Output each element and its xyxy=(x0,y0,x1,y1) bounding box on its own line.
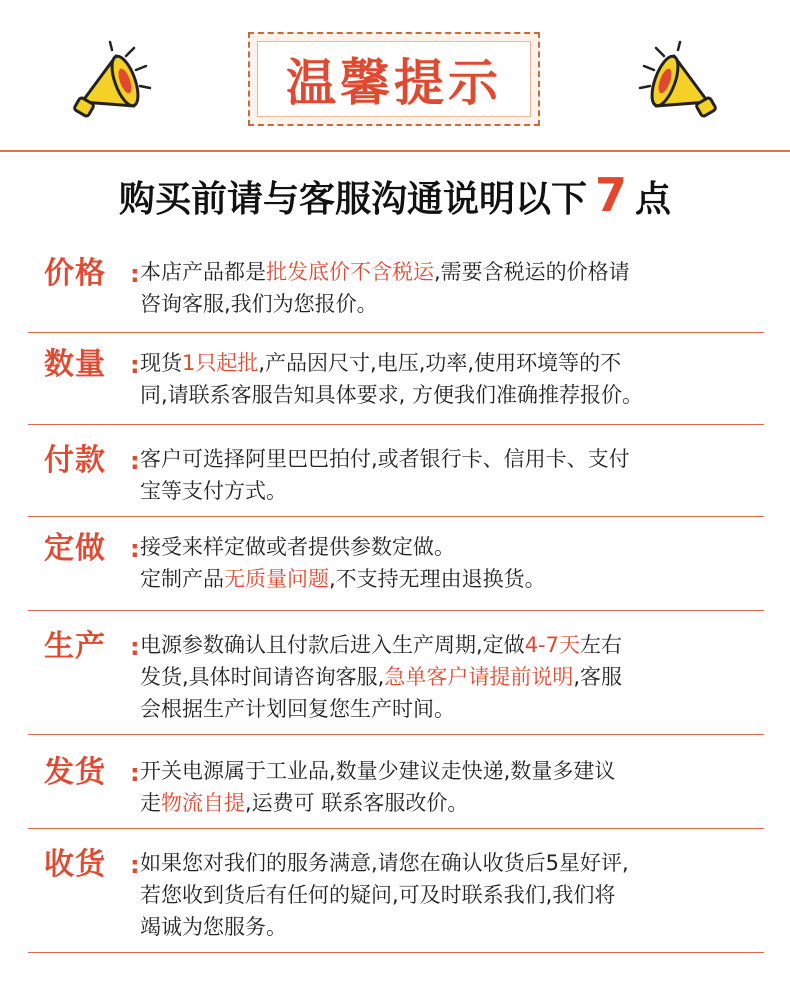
notice-text: 咨询客服,我们为您报价。 xyxy=(140,292,378,316)
notice-line xyxy=(140,379,764,411)
notice-row xyxy=(28,735,764,829)
notice-text: ,不支持无理由退换货。 xyxy=(329,567,546,591)
notice-description xyxy=(140,256,764,320)
notice-text: ,客服 xyxy=(573,665,623,689)
highlight-text: 1只起批 xyxy=(182,351,259,375)
notice-line xyxy=(140,563,764,595)
notice-text: 竭诚为您服务。 xyxy=(140,915,287,939)
notice-text: 定制产品 xyxy=(140,567,224,591)
header xyxy=(0,0,790,150)
notice-text: 走 xyxy=(140,791,161,815)
notice-text: 发货,具体时间请咨询客服, xyxy=(140,665,385,689)
notice-text: 宝等支付方式。 xyxy=(140,479,287,503)
notice-row xyxy=(28,829,764,953)
notice-label: 定做 xyxy=(44,531,106,566)
notice-text: 本店产品都是 xyxy=(140,260,266,284)
notice-line xyxy=(140,911,764,943)
notice-row xyxy=(28,238,764,333)
page-title: 温馨提示 xyxy=(257,41,531,117)
notice-line xyxy=(140,629,764,661)
notice-line xyxy=(140,475,764,507)
notice-line xyxy=(140,256,764,288)
notice-description xyxy=(140,755,764,819)
notice-text: ,运费可 联系客服改价。 xyxy=(245,791,469,815)
subtitle-text: 购买前请与客服沟通说明以下 xyxy=(118,179,587,220)
notice-colon: : xyxy=(130,260,140,288)
notice-label: 发货 xyxy=(44,755,106,790)
notice-line xyxy=(140,755,764,787)
notice-text: 开关电源属于工业品,数量少建议走快递,数量多建议 xyxy=(140,759,616,783)
highlight-text: 无质量问题 xyxy=(224,567,329,591)
highlight-text: 物流自提 xyxy=(161,791,245,815)
highlight-text: 批发底价不含税运 xyxy=(266,260,434,284)
notice-line xyxy=(140,847,764,879)
subtitle xyxy=(0,160,790,230)
notice-label: 数量 xyxy=(44,347,106,382)
highlight-text: 4-7天 xyxy=(524,633,580,657)
notice-label: 付款 xyxy=(44,443,106,478)
notice-text: 同,请联系客服告知具体要求, 方便我们准确推荐报价。 xyxy=(140,383,644,407)
notice-label: 价格 xyxy=(44,256,106,291)
notice-row xyxy=(28,333,764,425)
notice-line xyxy=(140,288,764,320)
notice-row xyxy=(28,517,764,611)
notice-description xyxy=(140,531,764,595)
notice-colon: : xyxy=(130,851,140,879)
notice-colon: : xyxy=(130,351,140,379)
header-divider xyxy=(0,150,790,152)
subtitle-number: 7 xyxy=(594,168,627,222)
notice-text: 如果您对我们的服务满意,请您在确认收货后5星好评, xyxy=(140,851,629,875)
notice-text: 电源参数确认且付款后进入生产周期,定做 xyxy=(140,633,525,657)
notice-description xyxy=(140,629,764,725)
notice-row xyxy=(28,611,764,735)
subtitle-suffix: 点 xyxy=(635,179,672,220)
notice-text: ,产品因尺寸,电压,功率,使用环境等的不 xyxy=(258,351,622,375)
notice-line xyxy=(140,347,764,379)
notice-colon: : xyxy=(130,759,140,787)
notice-list xyxy=(28,238,764,953)
notice-label: 收货 xyxy=(44,847,106,882)
notice-line xyxy=(140,879,764,911)
notice-line xyxy=(140,661,764,693)
notice-line xyxy=(140,787,764,819)
notice-text: 客户可选择阿里巴巴拍付,或者银行卡、信用卡、支付 xyxy=(140,447,630,471)
notice-text: 会根据生产计划回复您生产时间。 xyxy=(140,697,455,721)
notice-colon: : xyxy=(130,633,140,661)
notice-line xyxy=(140,693,764,725)
notice-description xyxy=(140,443,764,507)
notice-line xyxy=(140,531,764,563)
notice-colon: : xyxy=(130,535,140,563)
notice-text: 现货 xyxy=(140,351,182,375)
notice-text: 接受来样定做或者提供参数定做。 xyxy=(140,535,455,559)
highlight-text: 急单客户请提前说明 xyxy=(384,665,574,689)
notice-text: 若您收到货后有任何的疑问,可及时联系我们,我们将 xyxy=(140,883,616,907)
notice-text: ,需要含税运的价格请 xyxy=(434,260,630,284)
notice-text: 左右 xyxy=(580,633,622,657)
notice-description xyxy=(140,847,764,943)
megaphone-icon xyxy=(630,40,720,130)
megaphone-icon xyxy=(70,40,160,130)
notice-colon: : xyxy=(130,447,140,475)
title-box xyxy=(248,32,540,126)
notice-description xyxy=(140,347,764,411)
notice-line xyxy=(140,443,764,475)
notice-label: 生产 xyxy=(44,629,106,664)
notice-row xyxy=(28,425,764,517)
